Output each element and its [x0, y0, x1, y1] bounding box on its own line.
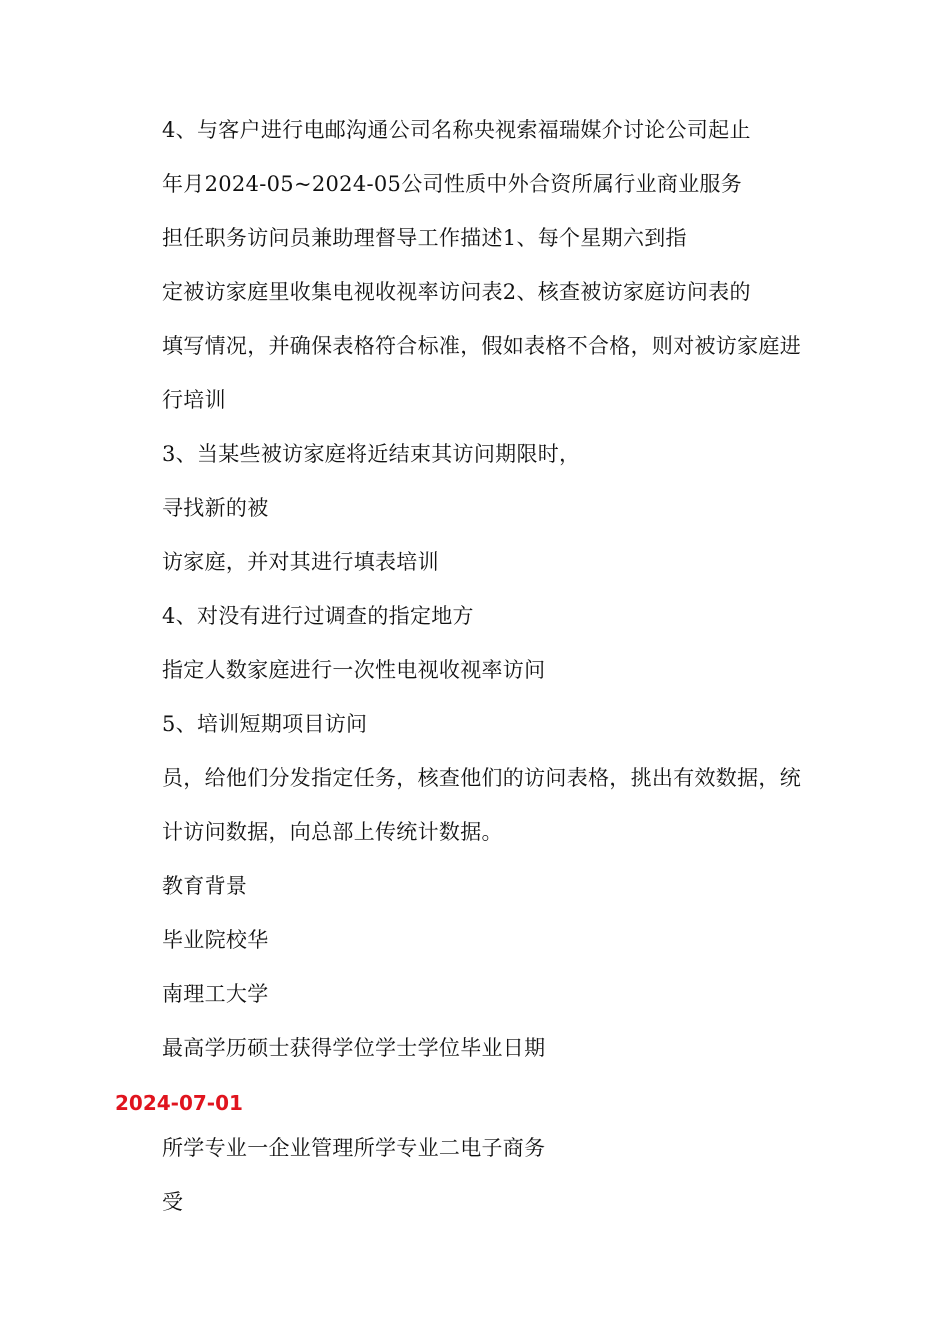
text-line: 填写情况，并确保表格符合标准，假如表格不合格，则对被访家庭进 — [162, 334, 801, 358]
text-line: 定被访家庭里收集电视收视率访问表2、核查被访家庭访问表的 — [162, 280, 751, 304]
text-line: 4、对没有进行过调查的指定地方 — [162, 604, 474, 628]
text-line: 访家庭，并对其进行填表培训 — [162, 550, 439, 574]
text-line: 5、培训短期项目访问 — [162, 712, 368, 736]
text-line: 所学专业一企业管理所学专业二电子商务 — [162, 1136, 546, 1160]
text-line: 毕业院校华 — [162, 928, 269, 952]
text-line: 行培训 — [162, 388, 226, 412]
section-heading-education: 教育背景 — [162, 874, 248, 898]
text-line: 寻找新的被 — [162, 496, 269, 520]
text-line: 南理工大学 — [162, 982, 269, 1006]
text-line: 4、与客户进行电邮沟通公司名称央视索福瑞媒介讨论公司起止 — [162, 118, 751, 142]
text-line: 计访问数据，向总部上传统计数据。 — [162, 820, 503, 844]
text-line: 最高学历硕士获得学位学士学位毕业日期 — [162, 1036, 546, 1060]
text-line: 员，给他们分发指定任务，核查他们的访问表格，挑出有效数据，统 — [162, 766, 801, 790]
text-line: 3、当某些被访家庭将近结束其访问期限时， — [162, 442, 581, 466]
text-line: 年月2024-05~2024-05公司性质中外合资所属行业商业服务 — [162, 172, 743, 196]
text-line: 指定人数家庭进行一次性电视收视率访问 — [162, 658, 546, 682]
text-line: 受 — [162, 1190, 184, 1214]
text-line: 担任职务访问员兼助理督导工作描述1、每个星期六到指 — [162, 226, 687, 250]
graduation-date: 2024-07-01 — [115, 1091, 243, 1115]
